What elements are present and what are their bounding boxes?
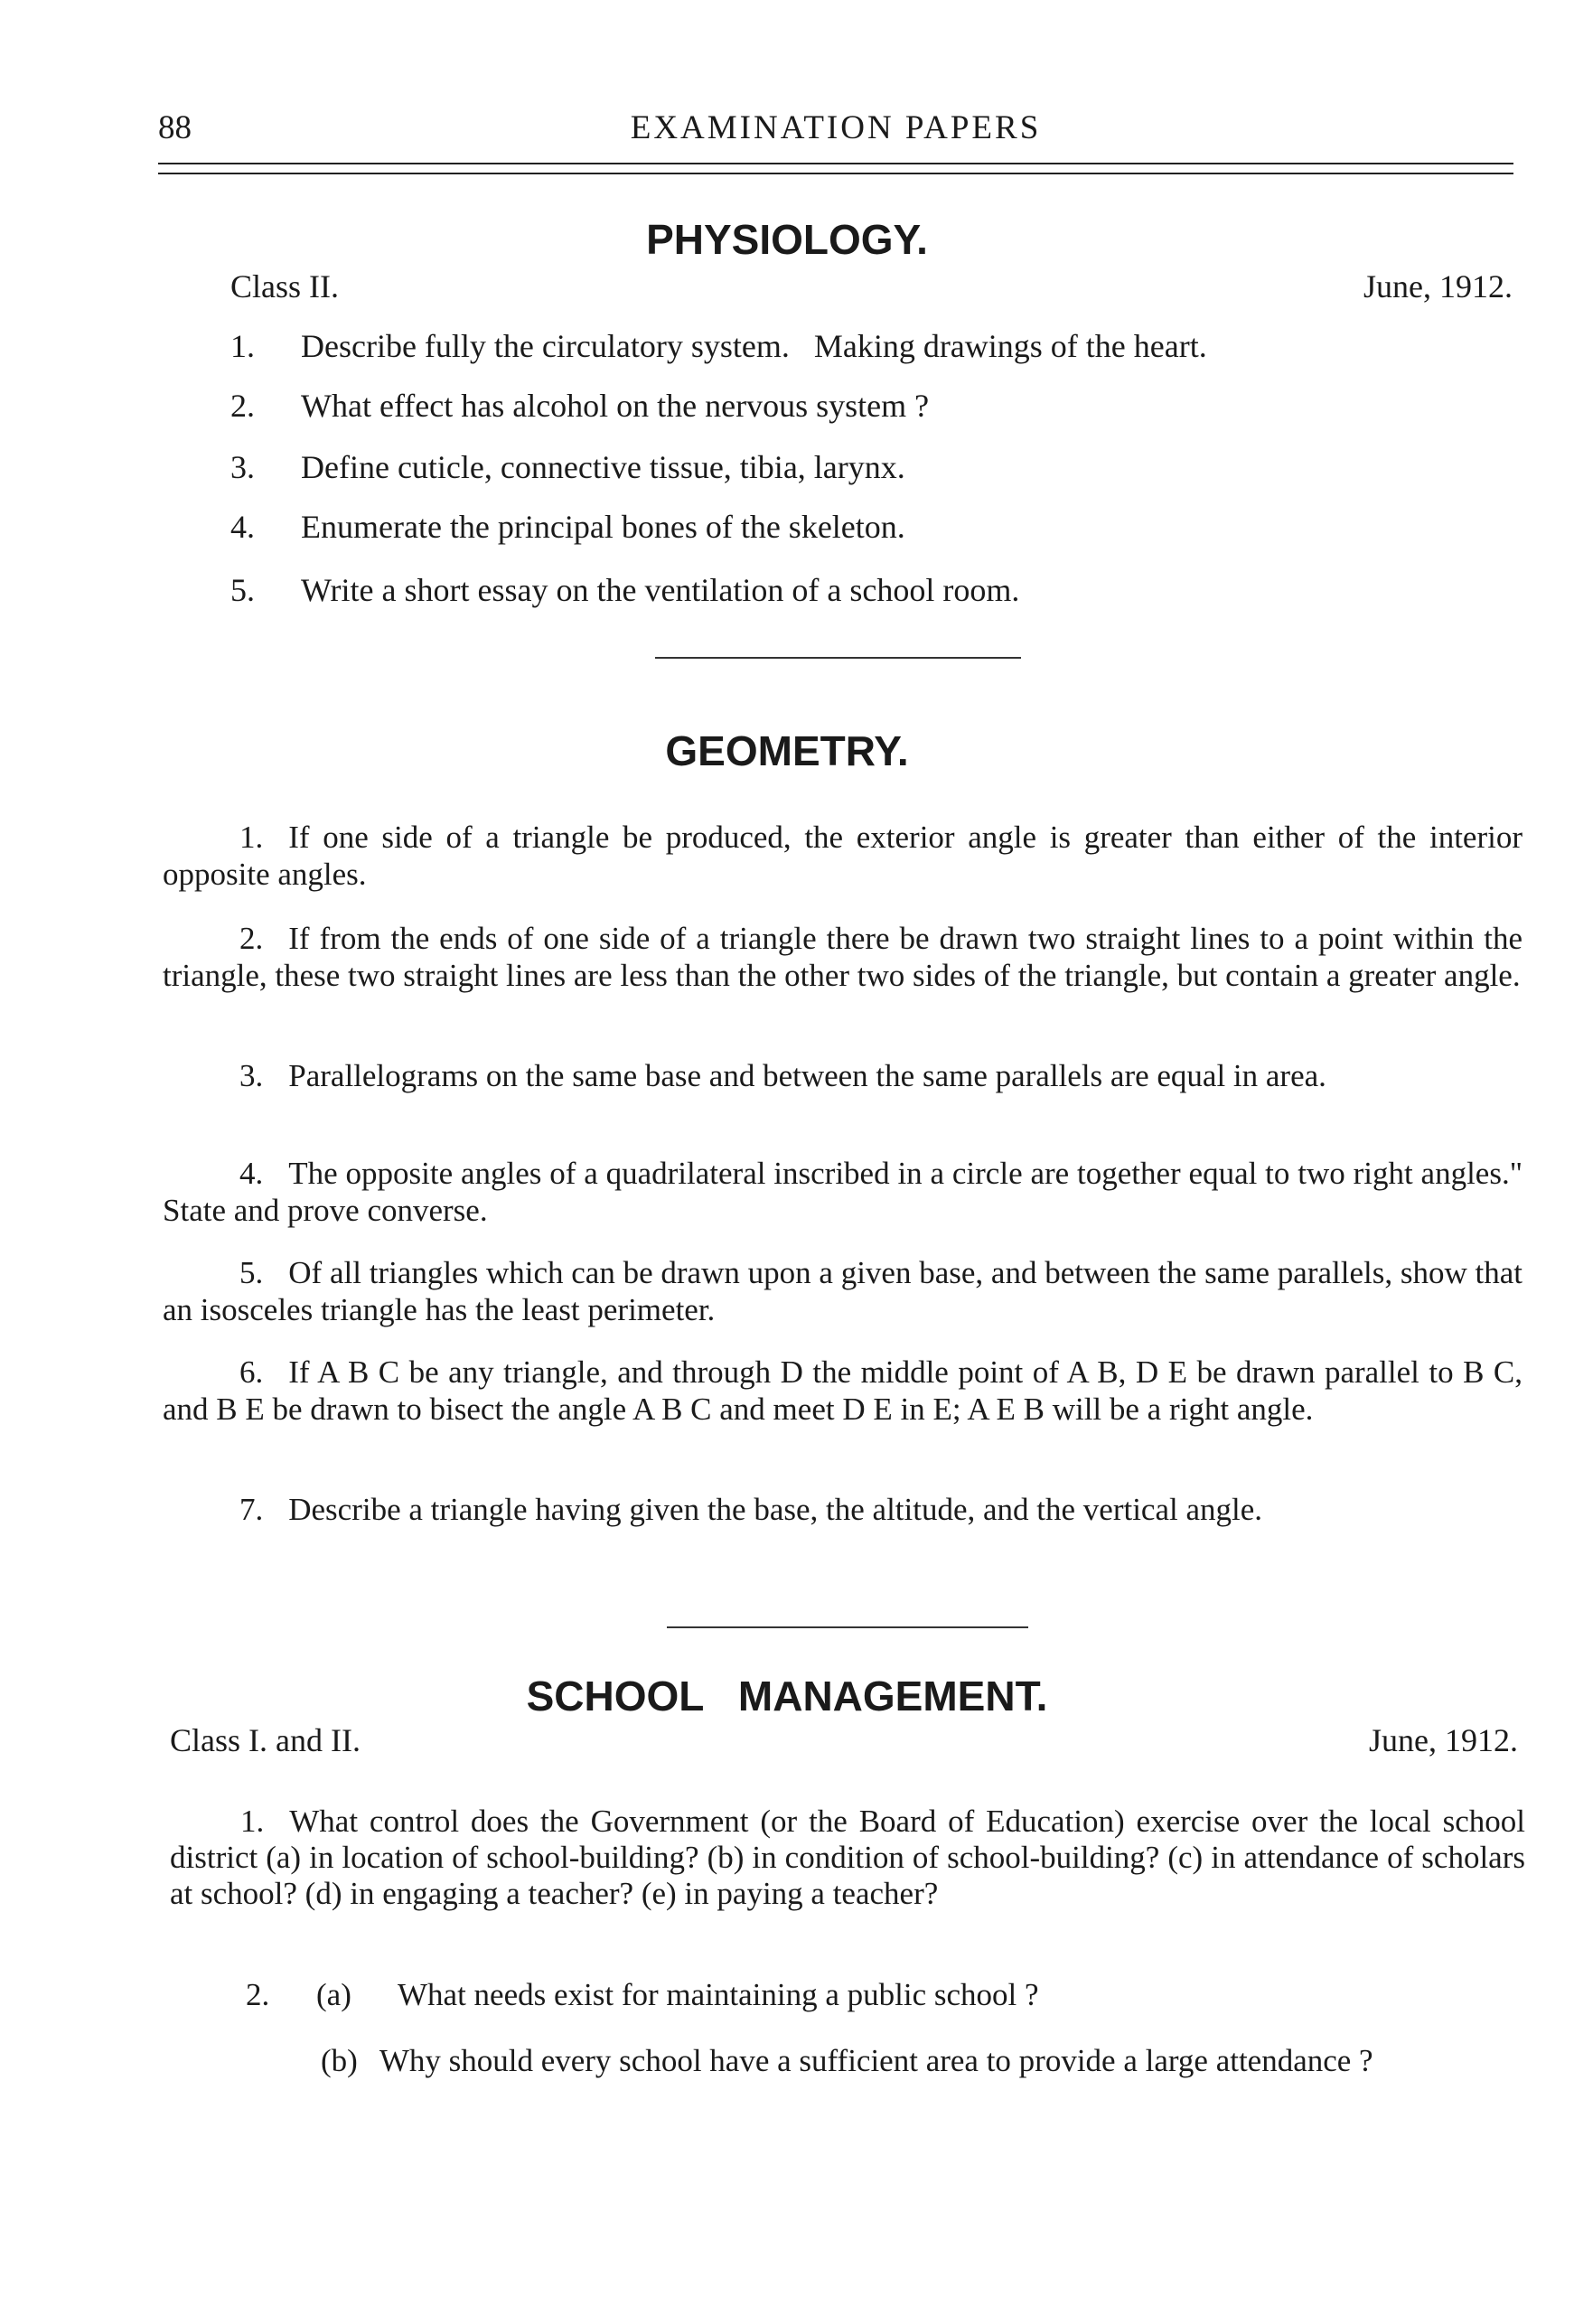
geometry-question-4 (163, 1155, 1539, 1229)
geometry-title: GEOMETRY. (665, 727, 909, 774)
header-double-rule (158, 163, 1513, 174)
geometry-question-5 (163, 1254, 1522, 1328)
question-2b-label: (b) (321, 2043, 358, 2078)
question-text: Of all triangles which can be drawn upon a given base, and between the same parallels, show that an isosceles triangle has the least perimeter. (163, 1255, 1522, 1327)
question-text: If one side of a triangle be produced, the exterior angle is greater than either of the interior opposite angles. (163, 820, 1522, 892)
question-number: 1. (240, 1804, 265, 1839)
question-number: 4. (230, 509, 255, 545)
section-divider (655, 657, 1021, 659)
question-number: 4. (239, 1156, 264, 1191)
school-management-question-2-number: 2. (246, 1977, 270, 2012)
question-2b (172, 2042, 1524, 2079)
question-2a-label: (a) (316, 1977, 351, 2012)
geometry-question-3 (163, 1057, 1522, 1094)
question-number: 7. (239, 1492, 264, 1527)
page-number: 88 (158, 109, 192, 146)
question-text: What effect has alcohol on the nervous system ? (301, 388, 930, 424)
question-number: 1. (230, 328, 255, 364)
section-divider (667, 1626, 1028, 1628)
question-text: Describe a triangle having given the base, the altitude, and the vertical angle. (288, 1492, 1263, 1527)
question-text: Write a short essay on the ventilation of a school room. (301, 572, 1020, 608)
question-number: 2. (239, 921, 264, 956)
question-text: If from the ends of one side of a triangle there be drawn two straight lines to a point within the triangle, these two straight lines are less than the other two sides of the triangle, but contain a greater angle. (163, 921, 1522, 993)
question-text: If A B C be any triangle, and through D the middle point of A B, D E be drawn parallel to B C, and B E be drawn to bisect the angle A B C and meet D E in E; A E B will be a right angle. (163, 1354, 1522, 1427)
question-text: Define cuticle, connective tissue, tibia, larynx. (301, 449, 905, 485)
geometry-question-1 (163, 819, 1522, 893)
question-text: Parallelograms on the same base and between the same parallels are equal in area. (288, 1058, 1326, 1093)
geometry-question-2 (163, 920, 1522, 994)
question-number: 6. (239, 1354, 264, 1390)
running-title: EXAMINATION PAPERS (630, 109, 1042, 146)
school-management-title: SCHOOL MANAGEMENT. (526, 1673, 1048, 1720)
school-management-date: June, 1912. (1369, 1722, 1518, 1758)
question-number: 2. (230, 388, 255, 424)
physiology-date: June, 1912. (1363, 268, 1513, 305)
geometry-question-6 (163, 1354, 1522, 1428)
question-2a-text: What needs exist for maintaining a public school ? (398, 1977, 1039, 2012)
school-management-question-1 (170, 1804, 1525, 1912)
question-number: 5. (230, 572, 255, 608)
question-number: 1. (239, 820, 264, 855)
question-number: 3. (230, 449, 255, 485)
question-number: 3. (239, 1058, 264, 1093)
question-text: Describe fully the circulatory system. Making drawings of the heart. (301, 328, 1207, 364)
question-text: The opposite angles of a quadrilateral inscribed in a circle are together equal to two right angles." State and prove converse. (163, 1156, 1539, 1228)
question-2b-text: Why should every school have a sufficient area to provide a large attendance ? (379, 2043, 1373, 2078)
geometry-question-7 (163, 1491, 1522, 1528)
question-number: 5. (239, 1255, 264, 1290)
running-head (158, 108, 1513, 154)
physiology-title: PHYSIOLOGY. (646, 216, 928, 263)
question-text: What control does the Government (or the Board of Education) exercise over the local school district (a) in location of school-building? (b) in condition of school-building? (c) in attendance of scholars at school? (d) in engaging a teacher? (e) in paying a teacher? (170, 1804, 1525, 1911)
physiology-class: Class II. (230, 268, 339, 305)
school-management-class: Class I. and II. (170, 1722, 361, 1758)
question-text: Enumerate the principal bones of the skeleton. (301, 509, 905, 545)
